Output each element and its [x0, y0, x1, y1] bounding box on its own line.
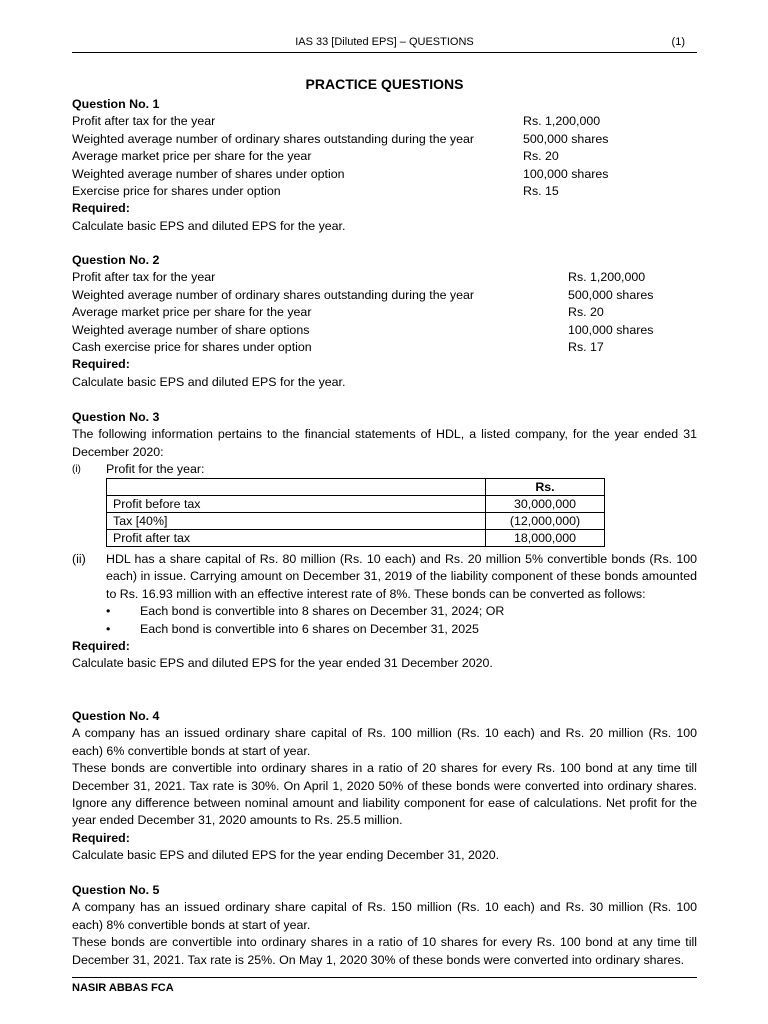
- q3-item-2-marker: (ii): [72, 552, 86, 566]
- q1-row-value: 500,000 shares: [523, 131, 609, 146]
- q2-row-label: Weighted average number of share options: [72, 322, 310, 337]
- table-row: [107, 530, 605, 547]
- bullet-icon: •: [106, 604, 111, 619]
- table-cell: [107, 479, 486, 496]
- q3-item-1-text: Profit for the year:: [106, 462, 205, 477]
- table-column-header: Rs.: [486, 479, 605, 496]
- question-1-heading: Question No. 1: [72, 97, 160, 111]
- q2-row-label: Cash exercise price for shares under option: [72, 339, 312, 354]
- q2-row: [72, 322, 697, 339]
- q1-row: [72, 113, 697, 130]
- q2-row-value: Rs. 1,200,000: [568, 270, 646, 285]
- q1-row: [72, 166, 697, 183]
- q3-bullet: [72, 603, 697, 620]
- q4-required-label: Required:: [72, 830, 130, 845]
- table-row: [107, 513, 605, 530]
- table-cell-label: Profit before tax: [107, 496, 486, 513]
- q2-row: [72, 339, 697, 356]
- page-title: PRACTICE QUESTIONS: [305, 76, 464, 92]
- bullet-icon: •: [106, 621, 111, 636]
- q4-task: Calculate basic EPS and diluted EPS for the year ending December 31, 2020.: [72, 848, 500, 863]
- footer-author: NASIR ABBAS FCA: [72, 982, 174, 994]
- q2-row-value: Rs. 17: [568, 339, 604, 354]
- table-row: [107, 479, 605, 496]
- q2-row: [72, 304, 697, 321]
- q1-task: Calculate basic EPS and diluted EPS for the year.: [72, 218, 346, 233]
- q3-item-1: [72, 461, 697, 478]
- header-rule: [72, 52, 697, 53]
- q1-row: [72, 148, 697, 165]
- q1-row-label: Weighted average number of shares under option: [72, 166, 345, 181]
- q1-row-value: Rs. 1,200,000: [523, 114, 601, 129]
- q3-bullet-text: Each bond is convertible into 6 shares on December 31, 2025: [140, 621, 479, 636]
- page-header: [72, 36, 697, 52]
- q1-row-value: 100,000 shares: [523, 166, 609, 181]
- question-2: [72, 252, 697, 391]
- q3-item-2: [72, 551, 697, 603]
- q2-row: [72, 287, 697, 304]
- question-4-heading: Question No. 4: [72, 709, 160, 723]
- footer-rule: [72, 977, 697, 978]
- question-5: [72, 882, 697, 969]
- question-3-continued: [72, 551, 697, 673]
- table-row: [107, 496, 605, 513]
- q1-row-label: Profit after tax for the year: [72, 114, 216, 129]
- header-title: IAS 33 [Diluted EPS] – QUESTIONS: [295, 36, 474, 48]
- q3-item-2-text: HDL has a share capital of Rs. 80 million (Rs. 10 each) and Rs. 20 million 5% convertible bonds (Rs. 100 each) in issue. Carrying amount on December 31, 2019 of the liability component of these bonds amounted to Rs. 16.93 million with an effective interest rate of 8%. These bonds can be converted as follows:: [106, 552, 697, 601]
- q3-item-1-marker: (i): [72, 464, 81, 476]
- question-1: [72, 96, 697, 235]
- question-3: [72, 409, 697, 479]
- q3-task: Calculate basic EPS and diluted EPS for the year ended 31 December 2020.: [72, 656, 493, 671]
- q1-row: [72, 183, 697, 200]
- q2-row: [72, 269, 697, 286]
- q3-bullet-text: Each bond is convertible into 8 shares on December 31, 2024; OR: [140, 604, 505, 619]
- q2-row-label: Average market price per share for the year: [72, 305, 312, 320]
- profit-table: [106, 478, 605, 547]
- q3-bullet: [72, 621, 697, 638]
- table-cell-label: Profit after tax: [107, 530, 486, 547]
- q5-paragraph-2: These bonds are convertible into ordinary shares in a ratio of 10 shares for every Rs. 100 bond at any time till December 31, 2021. Tax rate is 25%. On May 1, 2020 30% of these bonds were converted into ordinary shares.: [72, 935, 697, 967]
- table-cell-value: (12,000,000): [486, 513, 605, 530]
- question-4: [72, 708, 697, 865]
- question-5-heading: Question No. 5: [72, 883, 160, 897]
- q2-row-label: Weighted average number of ordinary shares outstanding during the year: [72, 287, 475, 302]
- q2-required-label: Required:: [72, 357, 130, 372]
- q3-intro: The following information pertains to the financial statements of HDL, a listed company, for the year ended 31 December 2020:: [72, 427, 697, 459]
- q4-paragraph-1: A company has an issued ordinary share capital of Rs. 100 million (Rs. 10 each) and Rs. 20 million (Rs. 100 each) 6% convertible bonds at start of year.: [72, 726, 697, 758]
- q3-required-label: Required:: [72, 639, 130, 654]
- q1-row-label: Weighted average number of ordinary shares outstanding during the year: [72, 131, 475, 146]
- table-cell-value: 18,000,000: [486, 530, 605, 547]
- q1-required-label: Required:: [72, 201, 130, 216]
- q2-row-value: 500,000 shares: [568, 287, 654, 302]
- table-cell-label: Tax [40%]: [107, 513, 486, 530]
- q4-paragraph-2: These bonds are convertible into ordinary shares in a ratio of 20 shares for every Rs. 100 bond at any time till December 31, 2021. Tax rate is 30%. On April 1, 2020 50% of these bonds were converted into ordinary shares. Ignore any difference between nominal amount and liability component for ease of calculations. Net profit for the year ended December 31, 2020 amounts to Rs. 25.5 million.: [72, 761, 697, 828]
- question-2-heading: Question No. 2: [72, 253, 160, 267]
- header-page-number: (1): [671, 36, 685, 48]
- q5-paragraph-1: A company has an issued ordinary share capital of Rs. 150 million (Rs. 10 each) and Rs. 30 million (Rs. 100 each) 8% convertible bonds at start of year.: [72, 900, 697, 932]
- q1-row-value: Rs. 20: [523, 149, 559, 164]
- q2-row-value: Rs. 20: [568, 305, 604, 320]
- q2-row-label: Profit after tax for the year: [72, 270, 216, 285]
- q1-row-label: Average market price per share for the year: [72, 149, 312, 164]
- table-cell-value: 30,000,000: [486, 496, 605, 513]
- q2-task: Calculate basic EPS and diluted EPS for the year.: [72, 374, 346, 389]
- q1-row-value: Rs. 15: [523, 183, 559, 198]
- question-3-heading: Question No. 3: [72, 410, 160, 424]
- q1-row: [72, 131, 697, 148]
- q2-row-value: 100,000 shares: [568, 322, 654, 337]
- q1-row-label: Exercise price for shares under option: [72, 183, 281, 198]
